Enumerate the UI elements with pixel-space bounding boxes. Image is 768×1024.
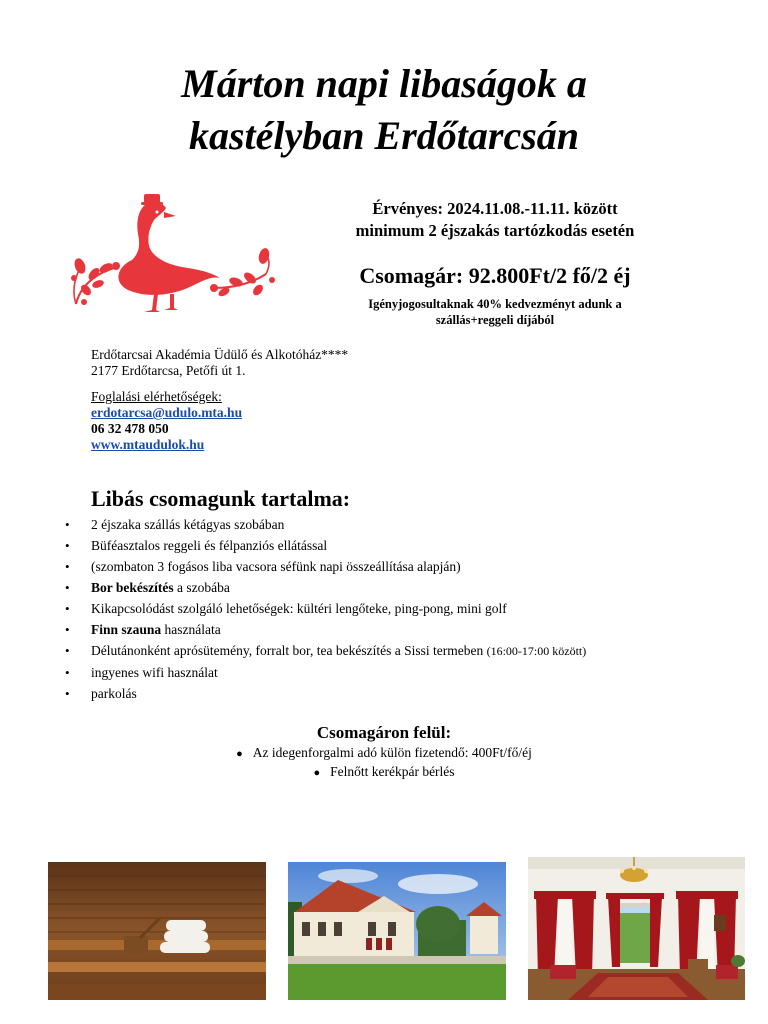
phone-number: 06 32 478 050 bbox=[91, 421, 169, 436]
title-line-1: Márton napi libaságok a bbox=[181, 61, 587, 106]
goose-logo bbox=[14, 182, 300, 322]
bullet-icon: ● bbox=[313, 767, 321, 779]
list-item bbox=[65, 619, 586, 640]
validity-minimum-stay: minimum 2 éjszakás tartózkodás esetén bbox=[355, 221, 635, 240]
website-link[interactable]: www.mtaudulok.hu bbox=[91, 437, 205, 452]
email-link[interactable]: erdotarcsa@udulo.mta.hu bbox=[91, 405, 243, 420]
list-item-text: Délutánonként aprósütemény, forralt bor, tea bekészítés a Sissi termeben bbox=[91, 643, 487, 658]
contact-block bbox=[91, 347, 348, 453]
list-item-text: használata bbox=[161, 622, 221, 637]
venue-name: Erdőtarcsai Akadémia Üdülő és Alkotóház**** bbox=[91, 347, 349, 362]
extras-heading: Csomagáron felül: bbox=[316, 723, 452, 742]
list-item-bold: Bor bekészítés bbox=[91, 580, 174, 595]
package-price: Csomagár: 92.800Ft/2 fő/2 éj bbox=[359, 263, 631, 288]
list-item-time: (16:00-17:00 között) bbox=[486, 644, 587, 658]
list-item bbox=[65, 598, 586, 619]
list-item-text: Az idegenforgalmi adó külön fizetendő: 400Ft/fő/éj bbox=[252, 745, 532, 760]
venue-address: 2177 Erdőtarcsa, Petőfi út 1. bbox=[91, 363, 246, 378]
list-item-text: 2 éjszaka szállás kétágyas szobában bbox=[91, 517, 285, 532]
list-item-bold: Finn szauna bbox=[91, 622, 162, 637]
package-heading: Libás csomagunk tartalma: bbox=[91, 486, 351, 511]
list-item bbox=[65, 640, 586, 662]
list-item bbox=[65, 683, 586, 704]
list-item-text: a szobába bbox=[173, 580, 230, 595]
validity-info bbox=[300, 198, 690, 242]
discount-line-2: szállás+reggeli díjából bbox=[435, 313, 555, 327]
list-item bbox=[0, 744, 768, 763]
list-item-text: ingyenes wifi használat bbox=[91, 665, 218, 680]
list-item bbox=[65, 662, 586, 683]
extras-list bbox=[0, 744, 768, 782]
castle-exterior-photo bbox=[288, 862, 506, 1000]
package-list bbox=[65, 514, 586, 704]
list-item-text: (szombaton 3 fogásos liba vacsora séfünk napi összeállítása alapján) bbox=[91, 559, 461, 574]
list-item-text: Felnőtt kerékpár bérlés bbox=[330, 764, 455, 779]
title-line-2: kastélyban Erdőtarcsán bbox=[188, 113, 580, 158]
sauna-photo bbox=[48, 862, 266, 1000]
list-item bbox=[65, 577, 586, 598]
page-title bbox=[0, 58, 768, 162]
list-item-text: Büféasztalos reggeli és félpanziós ellátással bbox=[91, 538, 328, 553]
list-item-text: Kikapcsolódást szolgáló lehetőségek: kültéri lengőteke, ping-pong, mini golf bbox=[91, 601, 507, 616]
validity-dates: Érvényes: 2024.11.08.-11.11. között bbox=[372, 199, 618, 218]
booking-label: Foglalási elérhetőségek: bbox=[91, 389, 222, 404]
list-item bbox=[65, 556, 586, 577]
discount-note bbox=[325, 296, 665, 328]
list-item bbox=[0, 763, 768, 782]
list-item-text: parkolás bbox=[91, 686, 137, 701]
list-item bbox=[65, 535, 586, 556]
discount-line-1: Igényjogosultaknak 40% kedvezményt adunk a bbox=[368, 297, 622, 311]
salon-interior-photo bbox=[528, 857, 745, 1000]
list-item bbox=[65, 514, 586, 535]
bullet-icon: ● bbox=[236, 748, 243, 760]
